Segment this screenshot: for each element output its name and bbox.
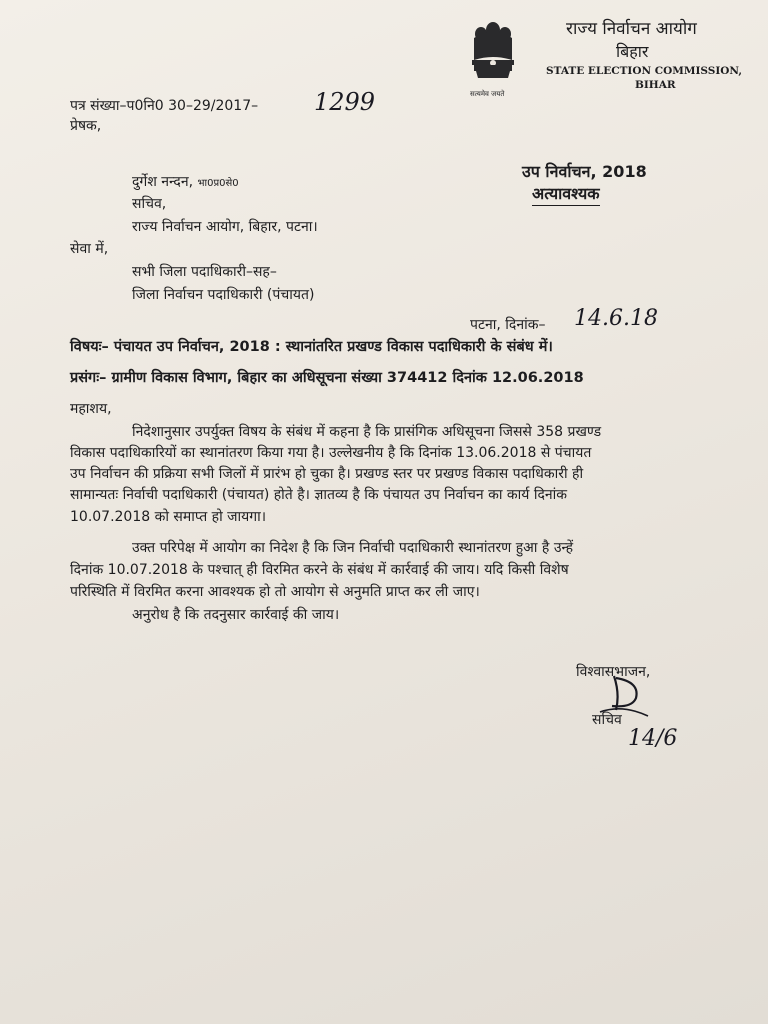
recipient-line-1: सभी जिला पदाधिकारी–सह– — [132, 264, 277, 280]
closing-handwritten-date: 14/6 — [628, 726, 678, 751]
body-para1-line3: उप निर्वाचन की प्रक्रिया सभी जिलों में प्रारंभ हो चुका है। प्रखण्ड स्तर पर प्रखण्ड विकास पदाधिकारी ही — [70, 466, 584, 482]
date-place: पटना, दिनांक– — [470, 317, 546, 333]
closing-designation: सचिव — [592, 712, 622, 728]
letterhead-dept-english: STATE ELECTION COMMISSION, — [546, 65, 742, 77]
sender-office: राज्य निर्वाचन आयोग, बिहार, पटना। — [132, 219, 318, 235]
body-para2-line1: उक्त परिपेक्ष में आयोग का निदेश है कि जिन निर्वाची पदाधिकारी स्थानांतरण हुआ है उन्हें — [132, 540, 574, 556]
subject-label: विषयः– — [70, 339, 109, 355]
closing-yours: विश्वासभाजन, — [576, 664, 651, 680]
recipient-label: सेवा में, — [70, 241, 109, 257]
national-emblem-icon — [462, 18, 524, 98]
body-para3-line1: अनुरोध है कि तदनुसार कार्रवाई की जाय। — [132, 607, 340, 623]
sender-label: प्रेषक, — [70, 118, 102, 134]
emblem-motto: सत्यमेव जयते — [470, 90, 505, 98]
body-para2-line2: दिनांक 10.07.2018 के पश्चात् ही विरमित करने के संबंध में कार्रवाई की जाय। यदि किसी विशेष — [70, 562, 569, 578]
sender-name-text: दुर्गेश नन्दन, — [132, 174, 194, 190]
reference-label: प्रसंगः– — [70, 370, 107, 386]
reference-text: ग्रामीण विकास विभाग, बिहार का अधिसूचना संख्या 374412 दिनांक 12.06.2018 — [111, 370, 584, 386]
body-para1-line1: निदेशानुसार उपर्युक्त विषय के संबंध में कहना है कि प्रासंगिक अधिसूचना जिससे 358 प्रखण्ड — [132, 424, 602, 440]
body-para1-line4: सामान्यतः निर्वाची पदाधिकारी (पंचायत) होते है। ज्ञातव्य है कि पंचायत उप निर्वाचन का कार्य दिनांक — [70, 487, 568, 503]
letter-number: पत्र संख्या–प0नि0 30–29/2017– — [70, 98, 259, 114]
body-para1-line5: 10.07.2018 को समाप्त हो जायगा। — [70, 509, 267, 525]
sender-name — [132, 173, 239, 193]
election-tag: उप निर्वाचन, 2018 — [522, 162, 647, 181]
sender-service: भा0प्र0से0 — [197, 178, 239, 189]
salutation: महाशय, — [70, 401, 112, 417]
sender-designation: सचिव, — [132, 196, 167, 212]
letterhead-dept-hindi: राज्य निर्वाचन आयोग — [566, 19, 697, 39]
letter-number-handwritten: 1299 — [314, 88, 376, 116]
reference-line — [70, 369, 584, 387]
body-para2-line3: परिस्थिति में विरमित करना आवश्यक हो तो आयोग से अनुमति प्राप्त कर ली जाए। — [70, 584, 480, 600]
letterhead-state-english: BIHAR — [635, 79, 676, 91]
letterhead-state-hindi: बिहार — [616, 42, 649, 61]
urgent-tag: अत्यावश्यक — [532, 184, 600, 206]
subject-text: पंचायत उप निर्वाचन, 2018 : स्थानांतरित प्रखण्ड विकास पदाधिकारी के संबंध में। — [113, 339, 553, 355]
subject-line — [70, 338, 553, 356]
recipient-line-2: जिला निर्वाचन पदाधिकारी (पंचायत) — [132, 287, 315, 303]
date-handwritten: 14.6.18 — [574, 306, 658, 331]
body-para1-line2: विकास पदाधिकारियों का स्थानांतरण किया गया है। उल्लेखनीय है कि दिनांक 13.06.2018 से पंचायत — [70, 445, 592, 461]
